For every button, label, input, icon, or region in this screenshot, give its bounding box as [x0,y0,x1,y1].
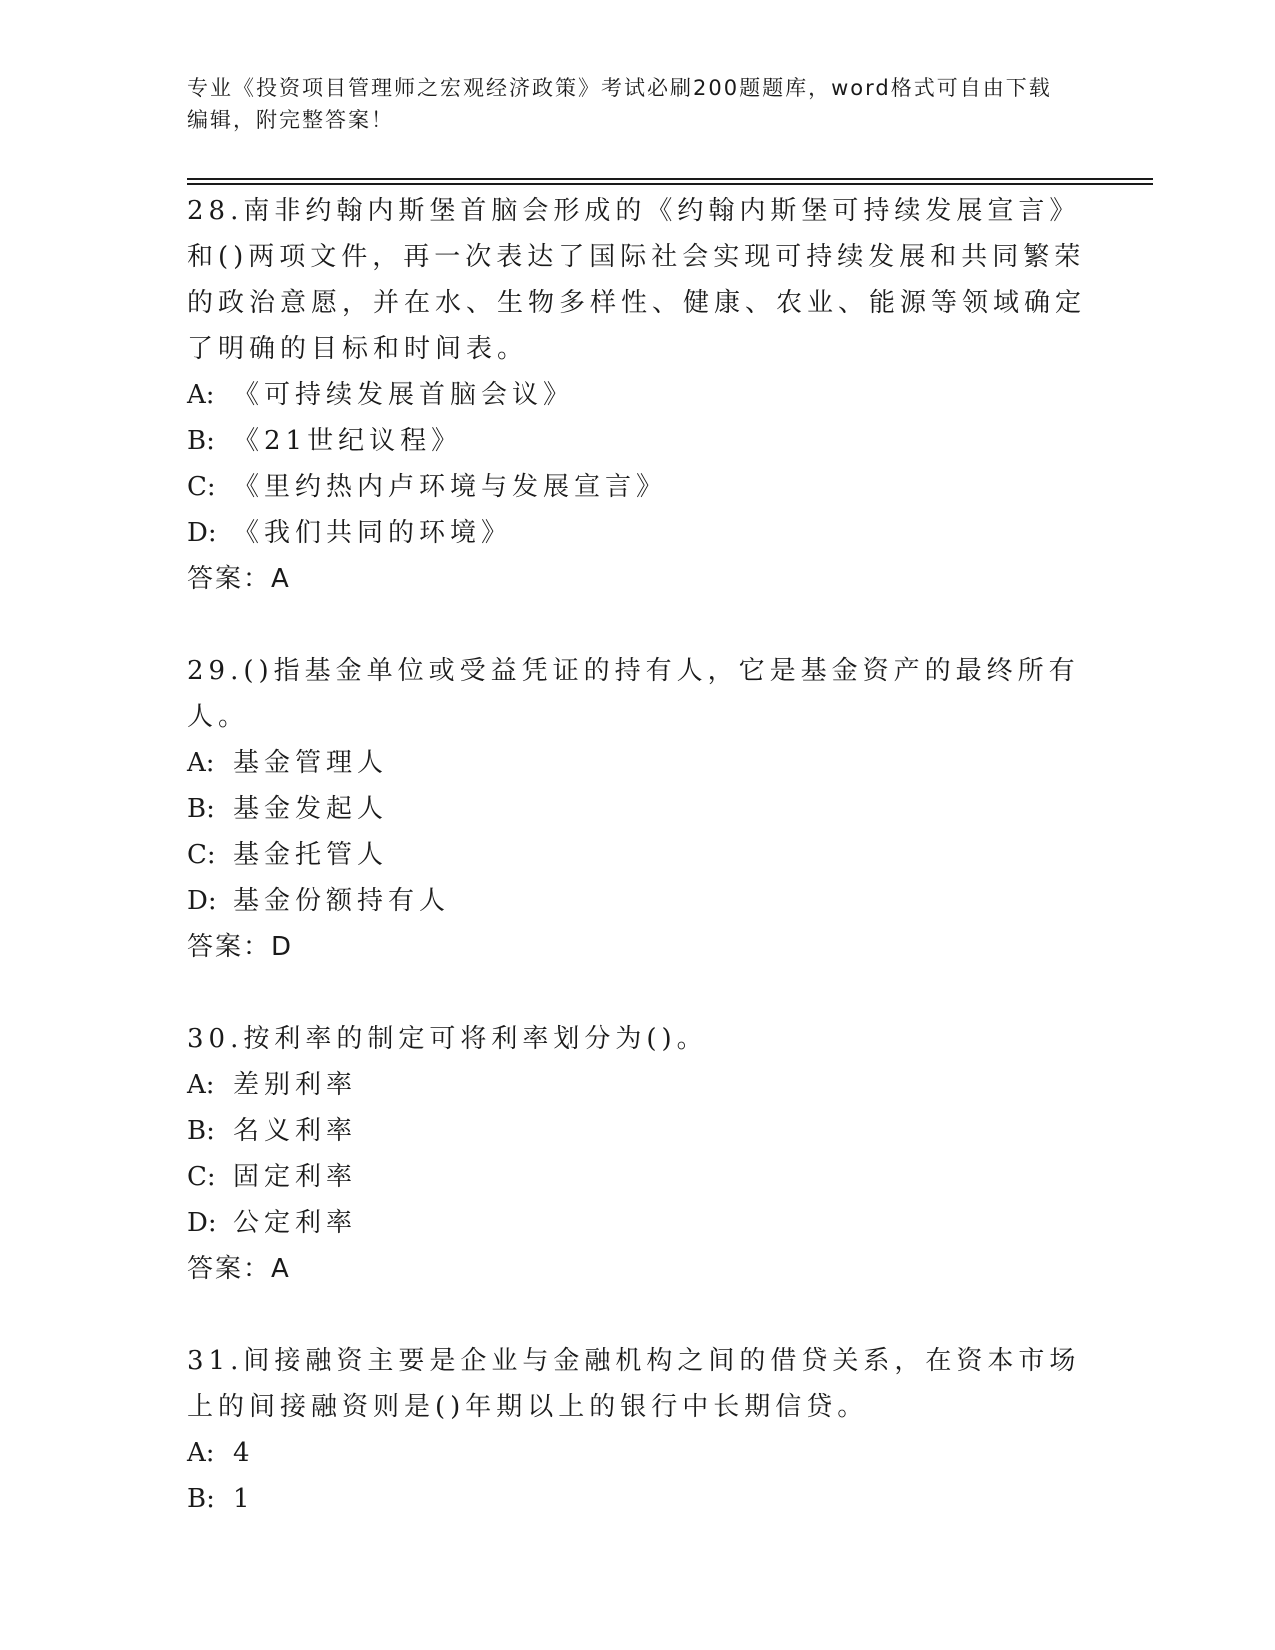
option-letter: A: [187,380,215,410]
document-header: 专业《投资项目管理师之宏观经济政策》考试必刷200题题库，word格式可自由下载编辑，附完整答案！ [187,76,1052,132]
question-list [187,188,1087,1568]
option-letter: D: [187,886,217,916]
option-text: 《可持续发展首脑会议》 [233,380,575,410]
header-divider-bottom [187,183,1153,185]
option-text: 基金管理人 [233,748,389,778]
option-b [187,786,1087,832]
option-text: 公定利率 [233,1208,358,1238]
option-d [187,510,1087,556]
question-29 [187,648,1087,970]
option-text: 《21世纪议程》 [233,426,463,456]
option-a [187,1430,1087,1476]
option-text: 基金托管人 [233,840,389,870]
option-letter: C: [187,472,216,502]
option-text: 差别利率 [233,1070,358,1100]
option-text: 4 [233,1438,255,1468]
option-text: 固定利率 [233,1162,358,1192]
option-b [187,1476,1087,1522]
option-d [187,878,1087,924]
option-letter: A: [187,748,215,778]
question-31 [187,1338,1087,1522]
option-letter: C: [187,840,216,870]
option-letter: A: [187,1070,215,1100]
option-a [187,1062,1087,1108]
option-letter: B: [187,426,215,456]
answer-line: 答案：D [187,932,294,962]
option-letter: B: [187,1484,215,1514]
header-divider-top [187,178,1153,180]
option-a [187,740,1087,786]
option-b [187,418,1087,464]
option-letter: C: [187,1162,216,1192]
option-letter: B: [187,1116,215,1146]
question-stem: 31.间接融资主要是企业与金融机构之间的借贷关系，在资本市场上的间接融资则是()年期以上的银行中长期信贷。 [187,1346,1081,1422]
option-a [187,372,1087,418]
option-c [187,464,1087,510]
answer-line: 答案：A [187,564,291,594]
question-stem: 30.按利率的制定可将利率划分为()。 [187,1024,708,1054]
option-text: 《我们共同的环境》 [233,518,513,548]
option-text: 1 [233,1484,255,1514]
option-letter: D: [187,518,217,548]
question-stem: 29.()指基金单位或受益凭证的持有人，它是基金资产的最终所有人。 [187,656,1080,732]
option-text: 《里约热内卢环境与发展宣言》 [233,472,668,502]
option-text: 基金份额持有人 [233,886,451,916]
option-text: 基金发起人 [233,794,389,824]
option-c [187,1154,1087,1200]
answer-line: 答案：A [187,1254,291,1284]
question-28 [187,188,1087,602]
option-letter: D: [187,1208,217,1238]
option-text: 名义利率 [233,1116,358,1146]
question-30 [187,1016,1087,1292]
question-stem: 28.南非约翰内斯堡首脑会形成的《约翰内斯堡可持续发展宣言》和()两项文件，再一次表达了国际社会实现可持续发展和共同繁荣的政治意愿，并在水、生物多样性、健康、农业、能源等领域确定了明确的目标和时间表。 [187,196,1087,364]
option-letter: B: [187,794,215,824]
option-c [187,832,1087,878]
option-b [187,1108,1087,1154]
option-letter: A: [187,1438,215,1468]
option-d [187,1200,1087,1246]
